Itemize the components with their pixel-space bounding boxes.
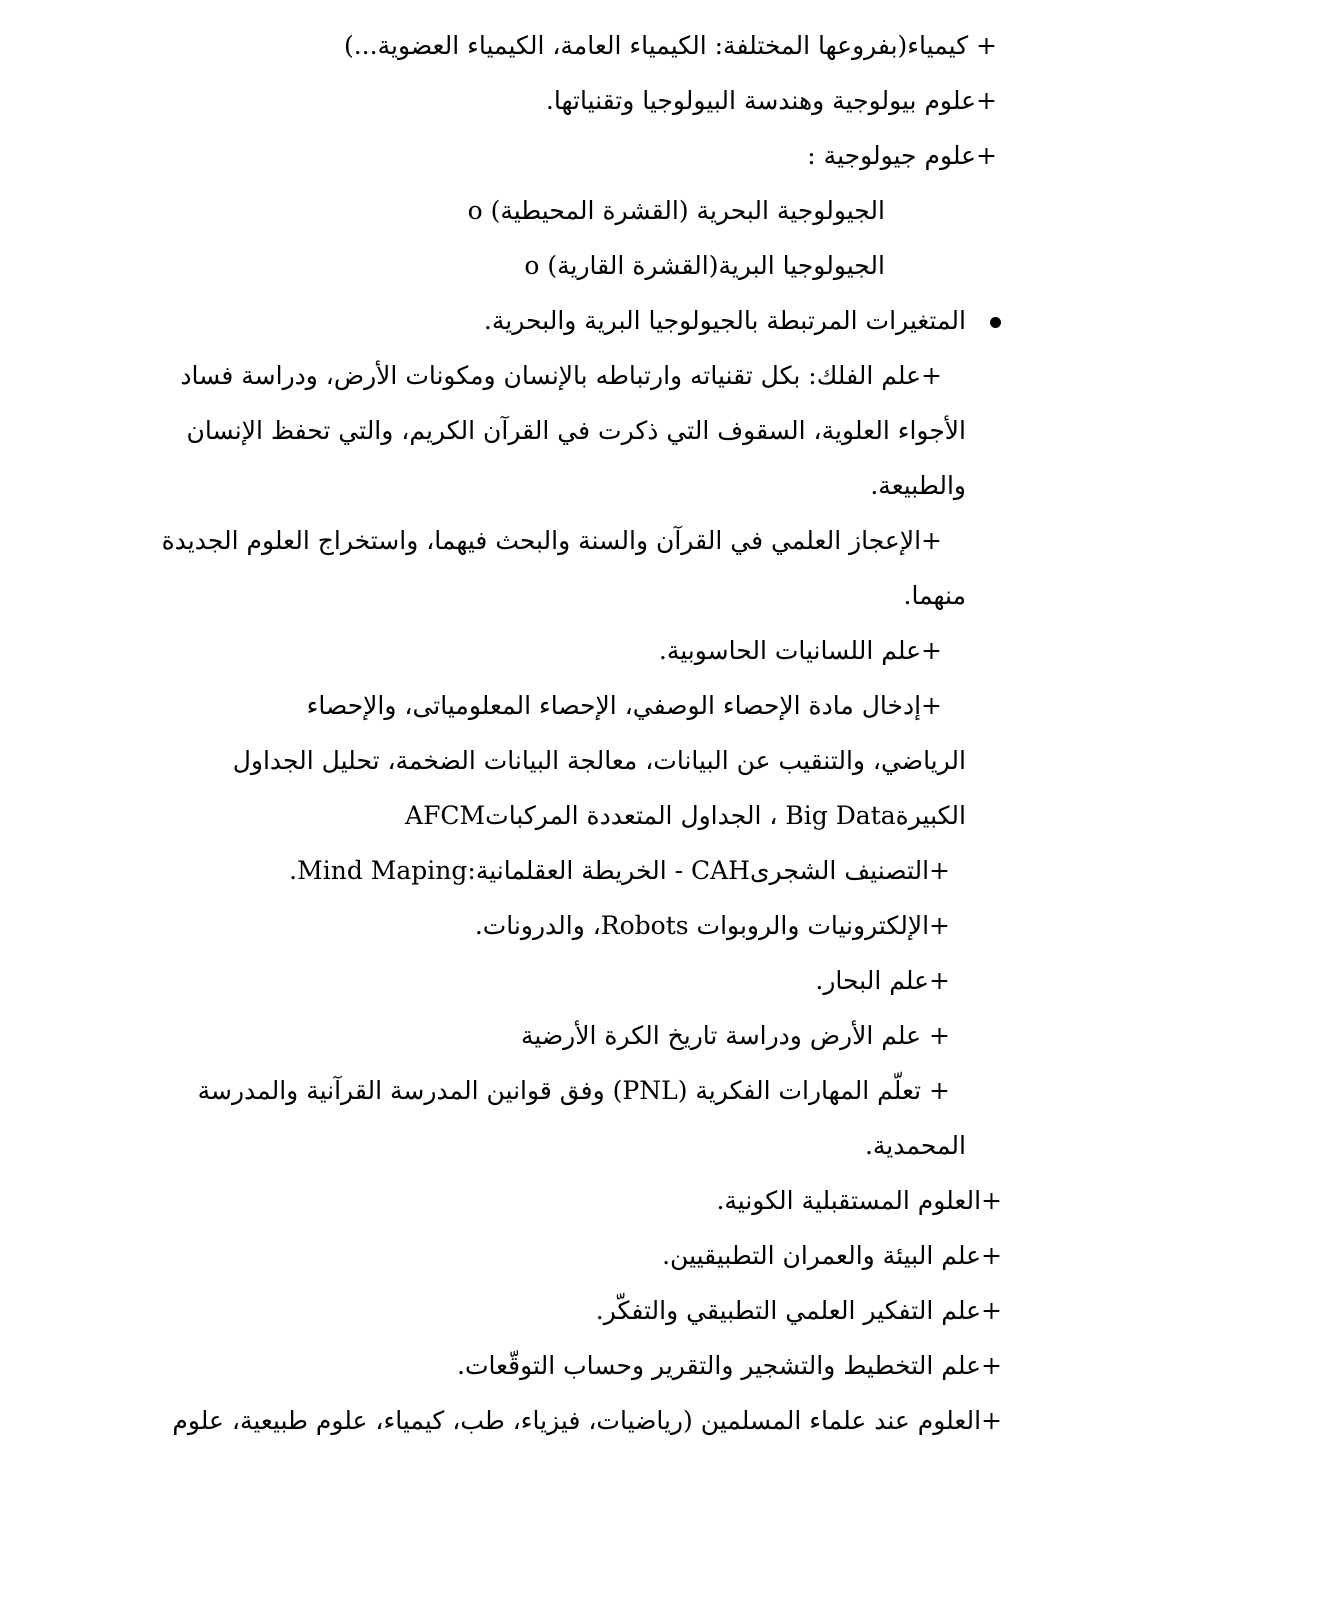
list-item-statistics: +إدخال مادة الإحصاء الوصفي، الإحصاء المعلومياتى، والإحصاء [306,691,942,720]
list-item-oceanography: +علم البحار. [815,966,950,995]
sub-item-marine-geology: o الجيولوجية البحرية (القشرة المحيطية) [467,196,885,225]
list-item-scientific-thinking: +علم التفكير العلمي التطبيقي والتفكّر. [595,1296,1002,1325]
list-item-electronics: +الإلكترونيات والروبوات Robots، والدرونات. [474,911,950,940]
list-item-statistics-cont-2: الكبيرةBig Data ، الجداول المتعددة المركباتAFCM [405,801,966,830]
list-item-muslim-scholars: +العلوم عند علماء المسلمين (رياضيات، فيزياء، طب، كيمياء، علوم طبيعية، علوم [172,1406,1002,1435]
list-item-computational-linguistics: +علم اللسانيات الحاسوبية. [658,636,942,665]
list-item-future-sciences: +العلوم المستقبلية الكونية. [716,1186,1002,1215]
list-item-pnl: + تعلّم المهارات الفكرية (PNL) وفق قوانين المدرسة القرآنية والمدرسة [197,1076,950,1105]
list-item-environment: +علم البيئة والعمران التطبيقيين. [662,1241,1002,1270]
list-item-classification: +التصنيف الشجرىCAH - الخريطة العقلمانية:Mind Maping. [289,856,950,885]
list-item-earth-science: + علم الأرض ودراسة تاريخ الكرة الأرضية [521,1021,950,1050]
list-item-chemistry: + كيمياء(بفروعها المختلفة: الكيمياء العامة، الكيمياء العضوية...) [343,31,997,60]
list-item-planning: +علم التخطيط والتشجير والتقرير وحساب التوقّعات. [457,1351,1002,1380]
list-item-scientific-miracle: +الإعجاز العلمي في القرآن والسنة والبحث فيهما، واستخراج العلوم الجديدة [161,526,942,555]
list-item-biology: +علوم بيولوجية وهندسة البيولوجيا وتقنياتها. [545,86,997,115]
list-item-pnl-cont: المحمدية. [864,1131,966,1160]
sub-item-land-geology: o الجيولوجيا البرية(القشرة القارية) [524,251,885,280]
list-item-astronomy-cont-1: الأجواء العلوية، السقوف التي ذكرت في القرآن الكريم، والتي تحفظ الإنسان [186,416,966,445]
list-item-statistics-cont-1: الرياضي، والتنقيب عن البيانات، معالجة البيانات الضخمة، تحليل الجداول [232,746,966,775]
list-item-astronomy-cont-2: والطبيعة. [870,471,966,500]
list-item-geology: +علوم جيولوجية : [807,141,997,170]
list-item-scientific-miracle-cont: منهما. [903,581,966,610]
list-item-astronomy: +علم الفلك: بكل تقنياته وارتباطه بالإنسان ومكونات الأرض، ودراسة فساد [180,361,942,390]
bullet-item-variables: المتغيرات المرتبطة بالجيولوجيا البرية والبحرية. [483,306,966,335]
bullet-icon [990,317,1001,328]
